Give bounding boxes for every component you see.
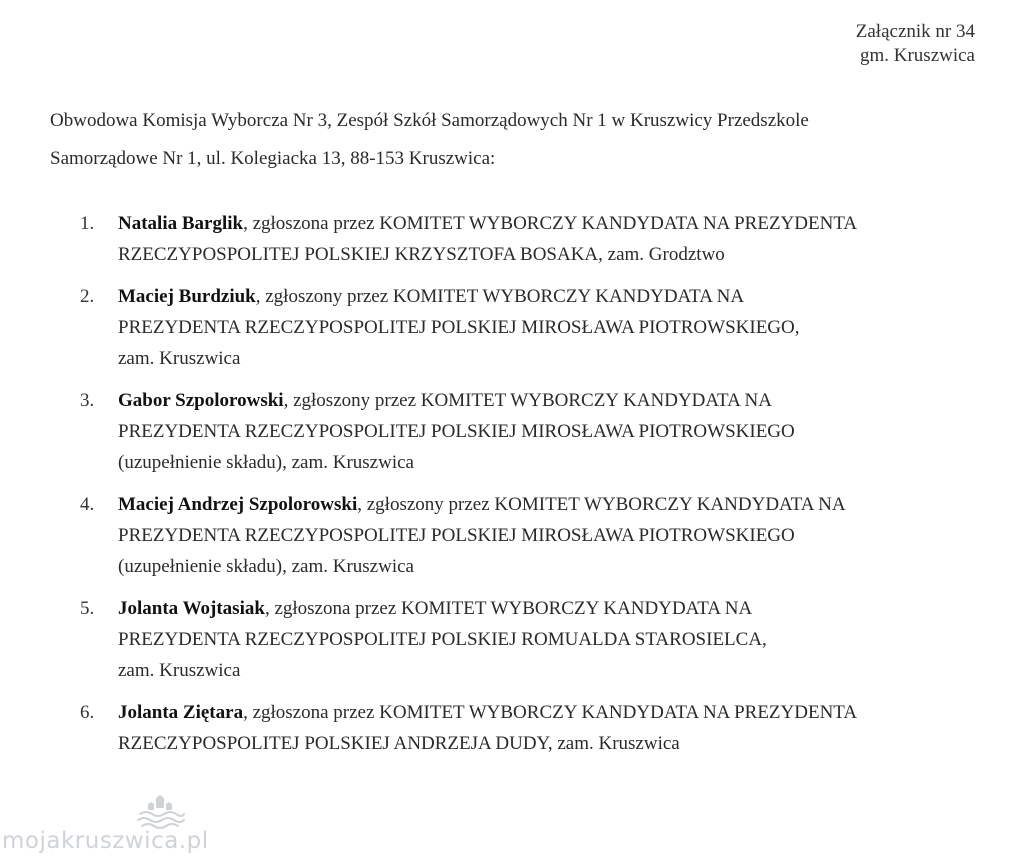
item-line: zam. Kruszwica <box>118 348 241 369</box>
member-name: Natalia Barglik <box>118 213 244 234</box>
site-watermark <box>2 790 209 860</box>
item-line: , zgłoszony przez KOMITET WYBORCZY KANDYDATA NA <box>357 494 846 515</box>
item-line: (uzupełnienie składu), zam. Kruszwica <box>118 556 414 577</box>
member-name: Jolanta Wojtasiak <box>118 598 265 619</box>
item-number: 4. <box>80 494 95 515</box>
item-line: PREZYDENTA RZECZYPOSPOLITEJ POLSKIEJ MIROSŁAWA PIOTROWSKIEGO <box>118 525 795 546</box>
annex-reference <box>856 20 975 68</box>
list-item <box>80 489 980 582</box>
list-item <box>80 208 980 270</box>
annex-number: Załącznik nr 34 <box>855 21 975 42</box>
item-line: RZECZYPOSPOLITEJ POLSKIEJ ANDRZEJA DUDY, zam. Kruszwica <box>118 733 680 754</box>
item-line: PREZYDENTA RZECZYPOSPOLITEJ POLSKIEJ MIROSŁAWA PIOTROWSKIEGO <box>118 421 795 442</box>
item-number: 3. <box>80 390 95 411</box>
member-name: Jolanta Ziętara <box>118 702 244 723</box>
annex-municipality: gm. Kruszwica <box>859 45 975 66</box>
list-item <box>80 697 980 759</box>
item-text <box>118 489 980 582</box>
item-line: , zgłoszona przez KOMITET WYBORCZY KANDYDATA NA PREZYDENTA <box>243 213 858 234</box>
item-line: RZECZYPOSPOLITEJ POLSKIEJ KRZYSZTOFA BOSAKA, zam. Grodztwo <box>118 244 725 265</box>
item-text <box>118 697 980 759</box>
commission-heading <box>50 102 950 178</box>
members-list <box>80 208 980 770</box>
item-line: , zgłoszony przez KOMITET WYBORCZY KANDYDATA NA <box>255 286 745 307</box>
commission-heading-line-2: Samorządowe Nr 1, ul. Kolegiacka 13, 88-153 Kruszwica: <box>50 148 496 169</box>
item-number: 1. <box>80 213 95 234</box>
item-text <box>118 385 980 478</box>
item-text <box>118 281 980 374</box>
list-item <box>80 281 980 374</box>
item-line: zam. Kruszwica <box>118 660 241 681</box>
member-name: Maciej Andrzej Szpolorowski <box>118 494 358 515</box>
member-name: Gabor Szpolorowski <box>118 390 284 411</box>
item-line: , zgłoszony przez KOMITET WYBORCZY KANDYDATA NA <box>283 390 772 411</box>
item-text <box>118 208 980 270</box>
list-item <box>80 385 980 478</box>
item-text <box>118 593 980 686</box>
item-number: 2. <box>80 286 95 307</box>
item-line: PREZYDENTA RZECZYPOSPOLITEJ POLSKIEJ ROMUALDA STAROSIELCA, <box>118 629 767 650</box>
member-name: Maciej Burdziuk <box>118 286 256 307</box>
item-line: (uzupełnienie składu), zam. Kruszwica <box>118 452 414 473</box>
list-item <box>80 593 980 686</box>
item-line: , zgłoszona przez KOMITET WYBORCZY KANDYDATA NA PREZYDENTA <box>243 702 858 723</box>
item-line: , zgłoszona przez KOMITET WYBORCZY KANDYDATA NA <box>264 598 753 619</box>
item-line: PREZYDENTA RZECZYPOSPOLITEJ POLSKIEJ MIROSŁAWA PIOTROWSKIEGO, <box>118 317 800 338</box>
watermark-text: mojakruszwica.pl <box>2 828 209 854</box>
commission-heading-line-1: Obwodowa Komisja Wyborcza Nr 3, Zespół Szkół Samorządowych Nr 1 w Kruszwicy Przedszkole <box>50 110 809 131</box>
item-number: 6. <box>80 702 95 723</box>
item-number: 5. <box>80 598 95 619</box>
